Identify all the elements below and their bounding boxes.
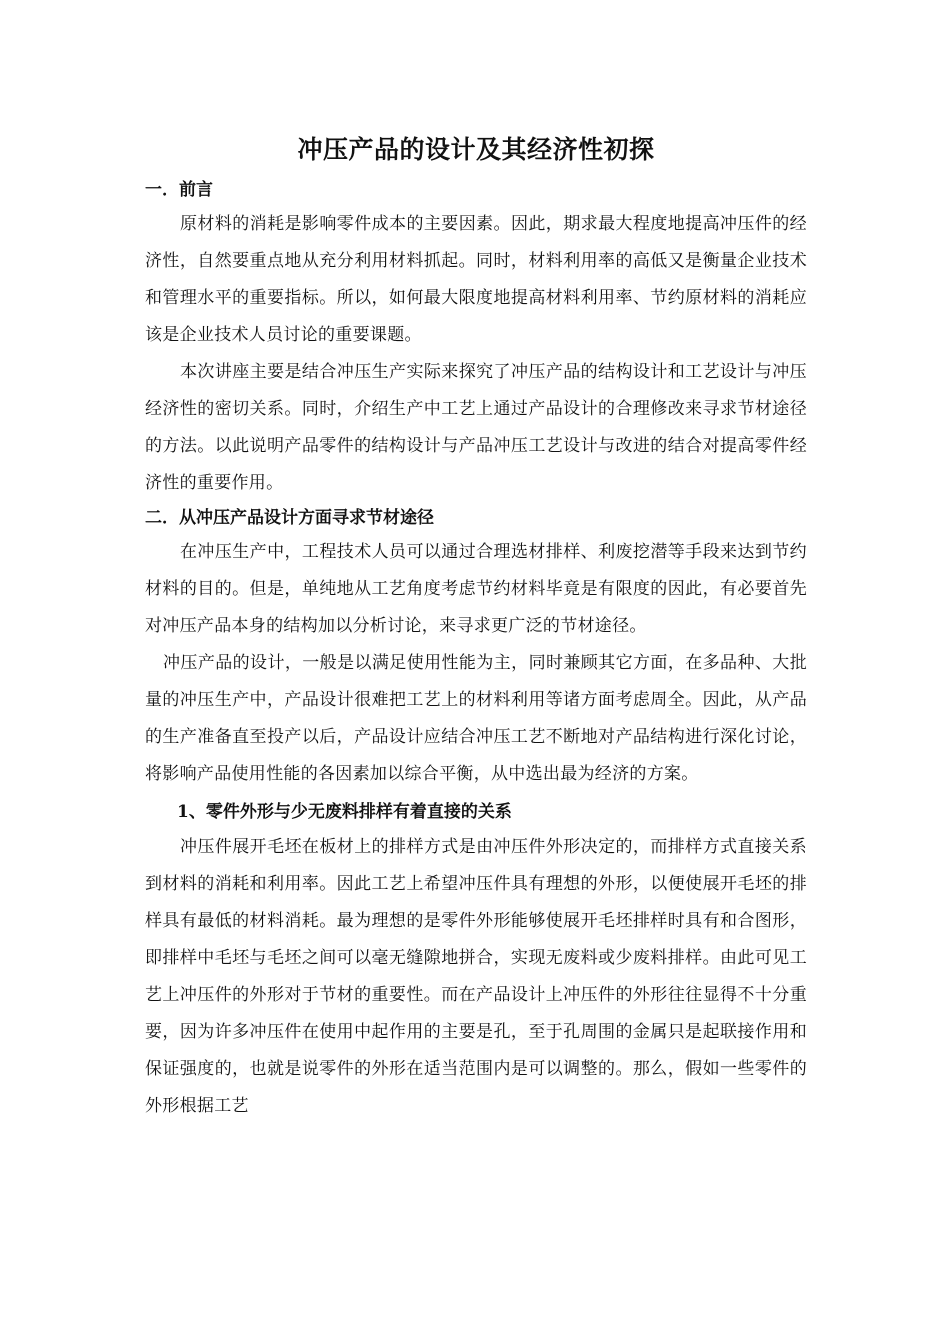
paragraph: 冲压产品的设计，一般是以满足使用性能为主，同时兼顾其它方面，在多品种、大批量的冲压生产中，产品设计很难把工艺上的材料利用等诸方面考虑周全。因此，从产品的生产准备直至投产以后，产品设计应结合冲压工艺不断地对产品结构进行深化讨论，将影响产品使用性能的各因素加以综合平衡，从中选出最为经济的方案。 [145, 653, 807, 784]
subsection-heading: 1、零件外形与少无废料排样有着直接的关系 [177, 802, 512, 822]
section-heading-design: 二．从冲压产品设计方面寻求节材途径 [145, 508, 434, 528]
paragraph: 原材料的消耗是影响零件成本的主要因素。因此，期求最大程度地提高冲压件的经济性，自然要重点地从充分利用材料抓起。同时，材料利用率的高低又是衡量企业技术和管理水平的重要指标。所以，如何最大限度地提高材料利用率、节约原材料的消耗应该是企业技术人员讨论的重要课题。 [145, 214, 807, 345]
document-page [145, 128, 807, 1125]
paragraph: 在冲压生产中，工程技术人员可以通过合理选材排样、利废挖潜等手段来达到节约材料的目的。但是，单纯地从工艺角度考虑节约材料毕竟是有限度的因此，有必要首先对冲压产品本身的结构加以分析讨论，来寻求更广泛的节材途径。 [145, 542, 807, 636]
paragraph: 本次讲座主要是结合冲压生产实际来探究了冲压产品的结构设计和工艺设计与冲压经济性的密切关系。同时，介绍生产中工艺上通过产品设计的合理修改来寻求节材途径的方法。以此说明产品零件的结构设计与产品冲压工艺设计与改进的结合对提高零件经济性的重要作用。 [145, 362, 807, 493]
section-heading-preface: 一．前言 [145, 180, 213, 200]
paragraph: 冲压件展开毛坯在板材上的排样方式是由冲压件外形决定的，而排样方式直接关系到材料的消耗和利用率。因此工艺上希望冲压件具有理想的外形，以便使展开毛坯的排样具有最低的材料消耗。最为理想的是零件外形能够使展开毛坯排样时具有和合图形，即排样中毛坯与毛坯之间可以毫无缝隙地拼合，实现无废料或少废料排样。由此可见工艺上冲压件的外形对于节材的重要性。而在产品设计上冲压件的外形往往显得不十分重要，因为许多冲压件在使用中起作用的主要是孔，至于孔周围的金属只是起联接作用和保证强度的，也就是说零件的外形在适当范围内是可以调整的。那么，假如一些零件的外形根据工艺 [145, 837, 807, 1116]
document-title: 冲压产品的设计及其经济性初探 [297, 135, 655, 164]
